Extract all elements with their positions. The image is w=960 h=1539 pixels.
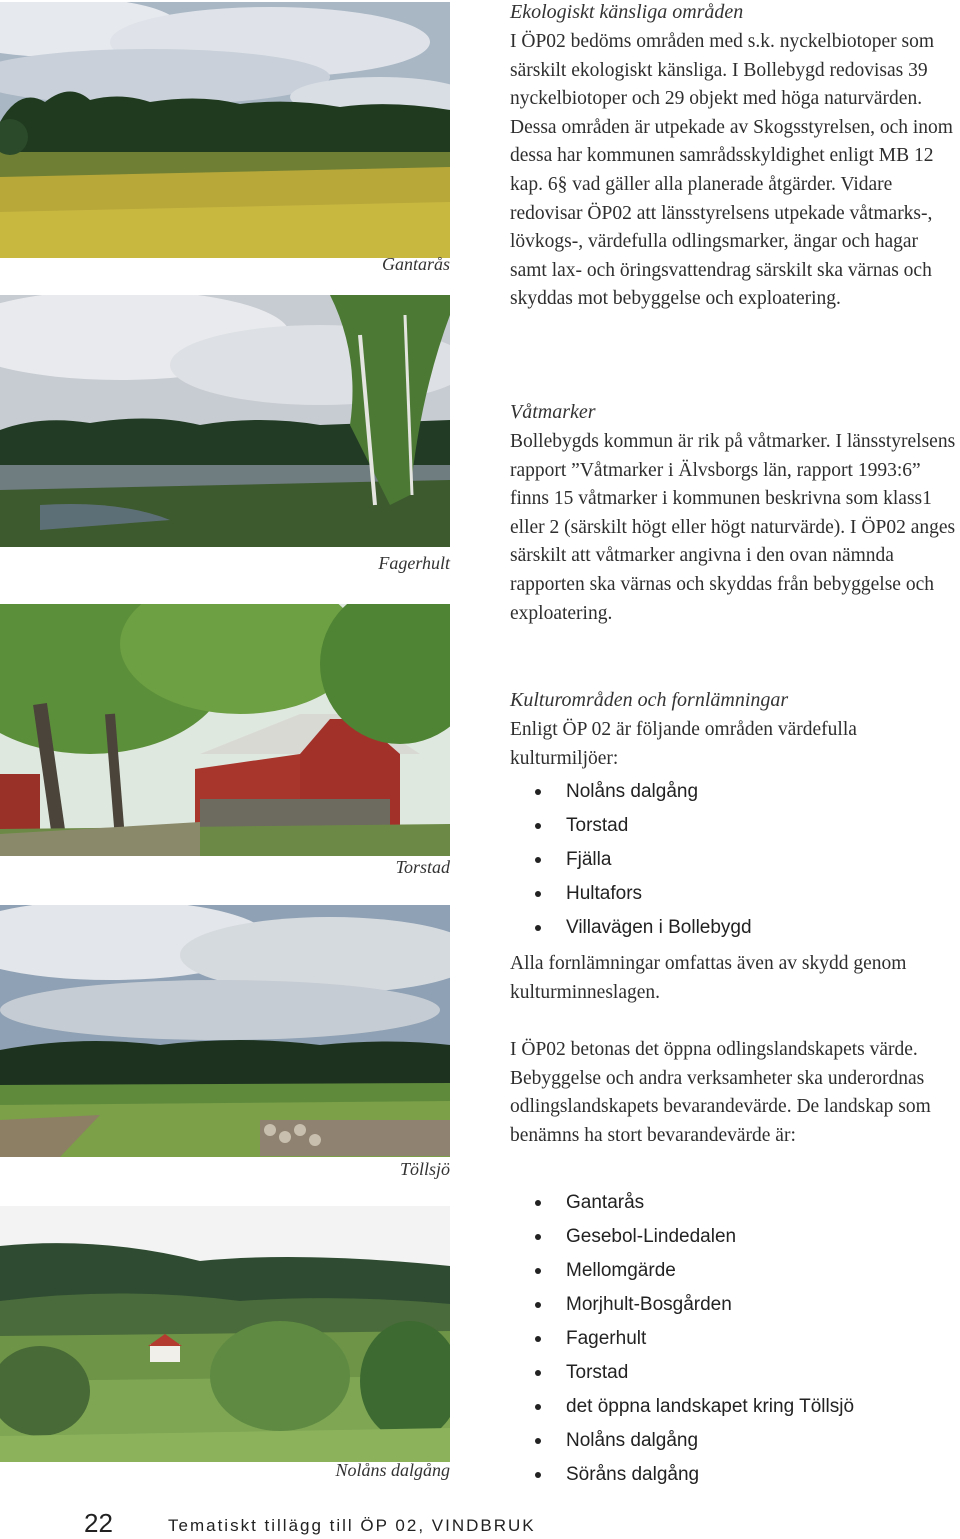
list-bevarandevarde bbox=[510, 1186, 854, 1492]
paragraph-kultur-intro: Enligt ÖP 02 är följande områden värdefulla kulturmiljöer: bbox=[510, 719, 857, 769]
list-item: Gesebol-Lindedalen bbox=[510, 1220, 854, 1254]
photo-tollsjo bbox=[0, 905, 450, 1157]
paragraph-odlingslandskap: I ÖP02 betonas det öppna odlingslandskapets värde. Bebyggelse och andra verksamheter ska underordnas odlingslandskapets bevarandevärde. De landskap som benämns ha stort bevarandevärde är: bbox=[510, 1039, 931, 1146]
photo-nolans-dalgang bbox=[0, 1206, 450, 1462]
list-item: Torstad bbox=[510, 809, 752, 843]
list-item: Hultafors bbox=[510, 877, 752, 911]
photo-column bbox=[0, 0, 452, 1538]
photo-caption: Torstad bbox=[395, 857, 450, 877]
list-item: Mellomgärde bbox=[510, 1254, 854, 1288]
photo-caption: Nolåns dalgång bbox=[335, 1460, 450, 1480]
list-item: Nolåns dalgång bbox=[510, 775, 752, 809]
photo-torstad bbox=[0, 604, 450, 856]
paragraph-kultur-outro: Alla fornlämningar omfattas även av skydd genom kulturminneslagen. bbox=[510, 953, 907, 1003]
section-title-vatmarker: Våtmarker bbox=[510, 401, 596, 423]
list-item: Gantarås bbox=[510, 1186, 854, 1220]
photo-caption: Gantarås bbox=[381, 254, 450, 274]
section-title-ekologiskt: Ekologiskt känsliga områden bbox=[510, 1, 744, 23]
list-kulturmiljoer bbox=[510, 775, 752, 945]
photo-fagerhult bbox=[0, 295, 450, 547]
list-item: Morjhult-Bosgården bbox=[510, 1288, 854, 1322]
list-item: det öppna landskapet kring Töllsjö bbox=[510, 1390, 854, 1424]
paragraph-ekologiskt: I ÖP02 bedöms områden med s.k. nyckelbiotoper som särskilt ekologiskt känsliga. I Bollebygd redovisas 39 nyckelbiotoper och 29 objekt med höga naturvärden. Dessa områden är utpekade av Skogsstyrelsen, och inom dessa har kommunen samrådsskyldighet enligt MB 12 kap. 6§ vad gäller alla planerade åtgärder. Vidare redovisar ÖP02 att länsstyrelsens utpekade våtmarks-, lövkogs-, värdefulla odlingsmarker, ängar och hagar samt lax- och öringsvattendrag särskilt ska värnas och skyddas mot bebyggelse och exploatering. bbox=[510, 31, 953, 310]
page-number: 22 bbox=[84, 1508, 113, 1538]
paragraph-vatmarker: Bollebygds kommun är rik på våtmarker. I länsstyrelsens rapport ”Våtmarker i Älvsborgs län, rapport 1993:6” finns 15 våtmarker i kommunen beskrivna som klass1 eller 2 (särskilt högt eller högt naturvärde). I ÖP02 anges särskilt att våtmarker angivna i den ovan nämnda rapporten ska värnas och skyddas från bebyggelse och exploatering. bbox=[510, 431, 956, 624]
footer-document-title: Tematiskt tillägg till ÖP 02, VINDBRUK bbox=[168, 1516, 536, 1535]
photo-caption: Töllsjö bbox=[399, 1159, 450, 1179]
list-item: Fagerhult bbox=[510, 1322, 854, 1356]
section-title-kultur: Kulturområden och fornlämningar bbox=[510, 689, 789, 711]
list-item: Fjälla bbox=[510, 843, 752, 877]
list-item: Söråns dalgång bbox=[510, 1458, 854, 1492]
list-item: Torstad bbox=[510, 1356, 854, 1390]
photo-gantaras bbox=[0, 2, 450, 258]
photo-caption: Fagerhult bbox=[378, 553, 450, 573]
list-item: Nolåns dalgång bbox=[510, 1424, 854, 1458]
list-item: Villavägen i Bollebygd bbox=[510, 911, 752, 945]
